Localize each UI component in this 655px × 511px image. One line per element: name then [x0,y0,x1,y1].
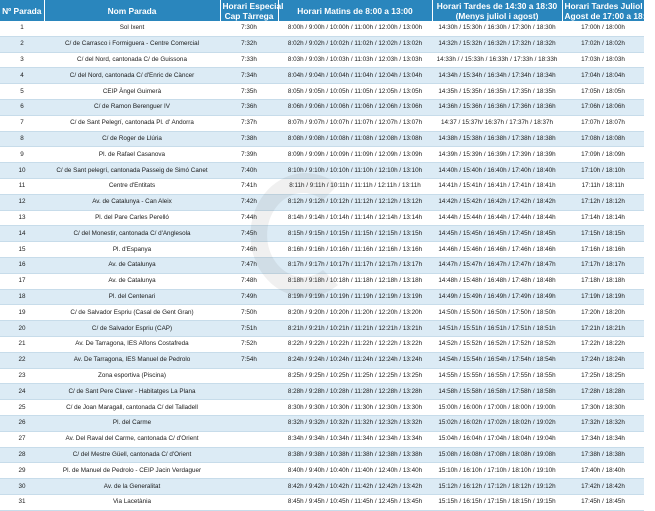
morning-times: 8:22h / 9:22h / 10:22h / 11:22h / 12:22h / 13:22h [278,336,432,352]
stop-name: Av. De Tarragona, IES Manuel de Pedrolo [44,352,220,368]
morning-times: 8:38h / 9:38h / 10:38h / 11:38h / 12:38h / 13:38h [278,447,432,463]
summer-times: 17:05h / 18:05h [562,84,644,100]
special-time [220,494,278,510]
table-row [0,305,644,321]
table-row [0,431,644,447]
morning-times: 8:19h / 9:19h / 10:19h / 11:19h / 12:19h / 13:19h [278,289,432,305]
morning-times: 8:40h / 9:40h / 10:40h / 11:40h / 12:40h / 13:40h [278,463,432,479]
afternoon-times: 14:40h / 15:40h / 16:40h / 17:40h / 18:40h [432,163,562,179]
special-time: 7:54h [220,352,278,368]
summer-times: 17:30h / 18:30h [562,400,644,416]
special-time: 7:51h [220,321,278,337]
afternoon-times: 14:36h / 15:36h / 16:36h / 17:36h / 18:36h [432,99,562,115]
afternoon-times: 14:42h / 15:42h / 16:42h / 17:42h / 18:42h [432,194,562,210]
stop-name: Via Lacetània [44,494,220,510]
special-time: 7:38h [220,131,278,147]
afternoon-times: 14:50h / 15:50h / 16:50h / 17:50h / 18:50h [432,305,562,321]
stop-name: CEIP Àngel Guimerà [44,84,220,100]
stop-number: 19 [0,305,44,321]
special-time: 7:41h [220,178,278,194]
table-row [0,336,644,352]
summer-times: 17:04h / 18:04h [562,68,644,84]
summer-times: 17:38h / 18:38h [562,447,644,463]
afternoon-times: 14:37 / 15:37h/ 16:37h / 17:37h / 18:37h [432,115,562,131]
table-row [0,321,644,337]
morning-times: 8:17h / 9:17h / 10:17h / 11:17h / 12:17h / 13:17h [278,257,432,273]
afternoon-times: 15:15h / 16:15h / 17:15h / 18:15h / 19:15h [432,494,562,510]
header-stop-number: Nº Parada [0,0,44,21]
stop-number: 12 [0,194,44,210]
stop-name: Av. Del Raval del Carme, cantonada C/ d'Orient [44,431,220,447]
special-time [220,479,278,495]
table-row [0,163,644,179]
stop-name: Pl. del Centenari [44,289,220,305]
table-row [0,447,644,463]
summer-times: 17:16h / 18:16h [562,242,644,258]
afternoon-times: 15:08h / 16:08h / 17:08h / 18:08h / 19:08h [432,447,562,463]
summer-times: 17:40h / 18:40h [562,463,644,479]
stop-number: 23 [0,368,44,384]
stop-number: 11 [0,178,44,194]
morning-times: 8:42h / 9:42h / 10:42h / 11:42h / 12:42h / 13:42h [278,479,432,495]
summer-times: 17:21h / 18:21h [562,321,644,337]
stop-number: 9 [0,147,44,163]
morning-times: 8:03h / 9:03h / 10:03h / 11:03h / 12:03h / 13:03h [278,52,432,68]
stop-number: 21 [0,336,44,352]
stop-number: 20 [0,321,44,337]
afternoon-times: 14:49h / 15:49h / 16:49h / 17:49h / 18:49h [432,289,562,305]
summer-times: 17:32h / 18:32h [562,415,644,431]
stop-number: 15 [0,242,44,258]
morning-times: 8:18h / 9:18h / 10:18h / 11:18h / 12:18h / 13:18h [278,273,432,289]
special-time: 7:34h [220,68,278,84]
special-time: 7:32h [220,36,278,52]
special-time [220,384,278,400]
special-time: 7:44h [220,210,278,226]
table-row [0,178,644,194]
table-row [0,415,644,431]
morning-times: 8:06h / 9:06h / 10:06h / 11:06h / 12:06h / 13:06h [278,99,432,115]
stop-name: Pl. de Rafael Casanova [44,147,220,163]
special-time [220,463,278,479]
table-row [0,257,644,273]
stop-name: Pl. del Carme [44,415,220,431]
table-row [0,68,644,84]
morning-times: 8:02h / 9:02h / 10:02h / 11:02h / 12:02h / 13:02h [278,36,432,52]
stop-number: 4 [0,68,44,84]
header-afternoon-schedule: Horari Tardes de 14:30 a 18:30 (Menys juliol i agost) [432,0,562,21]
summer-times: 17:08h / 18:08h [562,131,644,147]
special-time: 7:42h [220,194,278,210]
stop-number: 5 [0,84,44,100]
stop-name: C/ del Nord, cantonada C/ de Guissona [44,52,220,68]
table-row [0,494,644,510]
morning-times: 8:16h / 9:16h / 10:16h / 11:16h / 12:16h / 13:16h [278,242,432,258]
afternoon-times: 14:34h / 15:34h / 16:34h / 17:34h / 18:34h [432,68,562,84]
stop-number: 13 [0,210,44,226]
morning-times: 8:07h / 9:07h / 10:07h / 11:07h / 12:07h / 13:07h [278,115,432,131]
stop-number: 22 [0,352,44,368]
special-time [220,447,278,463]
table-row [0,21,644,36]
afternoon-times: 14:44h / 15:44h / 16:44h / 17:44h / 18:44h [432,210,562,226]
stop-number: 8 [0,131,44,147]
stop-name: C/ de Salvador Espriu (CAP) [44,321,220,337]
summer-times: 17:24h / 18:24h [562,352,644,368]
morning-times: 8:21h / 9:21h / 10:21h / 11:21h / 12:21h / 13:21h [278,321,432,337]
summer-times: 17:02h / 18:02h [562,36,644,52]
table-row [0,384,644,400]
morning-times: 8:12h / 9:12h / 10:12h / 11:12h / 12:12h / 13:12h [278,194,432,210]
table-row [0,52,644,68]
table-row [0,210,644,226]
afternoon-times: 14:33h / / 15:33h / 16:33h / 17:33h / 18:33h [432,52,562,68]
header-special-schedule: Horari Especial Cap Tàrrega [220,0,278,21]
stop-number: 16 [0,257,44,273]
table-row [0,368,644,384]
summer-times: 17:18h / 18:18h [562,273,644,289]
stop-name: C/ de Salvador Espriu (Casal de Gent Gran) [44,305,220,321]
table-body [0,21,644,510]
morning-times: 8:09h / 9:09h / 10:09h / 11:09h / 12:09h / 13:09h [278,147,432,163]
afternoon-times: 14:52h / 15:52h / 16:52h / 17:52h / 18:52h [432,336,562,352]
stop-number: 25 [0,400,44,416]
stop-name: Av. De Tarragona, IES Alfons Costafreda [44,336,220,352]
table-row [0,289,644,305]
afternoon-times: 14:45h / 15:45h / 16:45h / 17:45h / 18:45h [432,226,562,242]
morning-times: 8:30h / 9:30h / 10:30h / 11:30h / 12:30h / 13:30h [278,400,432,416]
stop-number: 26 [0,415,44,431]
summer-times: 17:19h / 18:19h [562,289,644,305]
special-time [220,368,278,384]
morning-times: 8:24h / 9:24h / 10:24h / 11:24h / 12:24h / 13:24h [278,352,432,368]
header-morning-schedule: Horari Matins de 8:00 a 13:00 [278,0,432,21]
summer-times: 17:00h / 18:00h [562,21,644,36]
summer-times: 17:03h / 18:03h [562,52,644,68]
special-time: 7:49h [220,289,278,305]
table-header [0,0,655,21]
stop-number: 7 [0,115,44,131]
afternoon-times: 14:30h / 15:30h / 16:30h / 17:30h / 18:30h [432,21,562,36]
afternoon-times: 14:47h / 15:47h / 16:47h / 17:47h / 18:47h [432,257,562,273]
afternoon-times: 15:12h / 16:12h / 17:12h / 18:12h / 19:12h [432,479,562,495]
table-row [0,99,644,115]
stop-name: Sol Ixent [44,21,220,36]
stop-number: 24 [0,384,44,400]
afternoon-times: 14:41h / 15:41h / 16:41h / 17:41h / 18:41h [432,178,562,194]
special-time: 7:30h [220,21,278,36]
summer-times: 17:20h / 18:20h [562,305,644,321]
morning-times: 8:32h / 9:32h / 10:32h / 11:32h / 12:32h / 13:32h [278,415,432,431]
stop-name: C/ de Sant Pelegrí, cantonada Pl. d' Andorra [44,115,220,131]
summer-times: 17:34h / 18:34h [562,431,644,447]
table-row [0,115,644,131]
special-time: 7:46h [220,242,278,258]
special-time: 7:36h [220,99,278,115]
header-stop-name: Nom Parada [44,0,220,21]
morning-times: 8:10h / 9:10h / 10:10h / 11:10h / 12:10h / 13:10h [278,163,432,179]
stop-number: 31 [0,494,44,510]
afternoon-times: 14:32h / 15:32h / 16:32h / 17:32h / 18:32h [432,36,562,52]
morning-times: 8:11h / 9:11h / 10:11h / 11:11h / 12:11h / 13:11h [278,178,432,194]
stop-number: 3 [0,52,44,68]
stop-number: 28 [0,447,44,463]
summer-times: 17:25h / 18:25h [562,368,644,384]
stop-name: Centre d'Entitats [44,178,220,194]
special-time: 7:47h [220,257,278,273]
morning-times: 8:15h / 9:15h / 10:15h / 11:15h / 12:15h / 13:15h [278,226,432,242]
afternoon-times: 15:10h / 16:10h / 17:10h / 18:10h / 19:10h [432,463,562,479]
special-time: 7:40h [220,163,278,179]
stop-number: 10 [0,163,44,179]
stop-name: C/ del Mestre Güell, cantonada C/ d'Orient [44,447,220,463]
header-summer-schedule: Horari Tardes Juliol i Agost de 17:00 a 18:00 [562,0,644,21]
table-row [0,242,644,258]
special-time: 7:33h [220,52,278,68]
morning-times: 8:45h / 9:45h / 10:45h / 11:45h / 12:45h / 13:45h [278,494,432,510]
summer-times: 17:14h / 18:14h [562,210,644,226]
special-time: 7:50h [220,305,278,321]
afternoon-times: 14:35h / 15:35h / 16:35h / 17:35h / 18:35h [432,84,562,100]
afternoon-times: 14:51h / 15:51h / 16:51h / 17:51h / 18:51h [432,321,562,337]
morning-times: 8:28h / 9:28h / 10:28h / 11:28h / 12:28h / 13:28h [278,384,432,400]
stop-name: C/ de Joan Maragall, cantonada C/ del Talladell [44,400,220,416]
stop-name: C/ de Roger de Llúria [44,131,220,147]
morning-times: 8:25h / 9:25h / 10:25h / 11:25h / 12:25h / 13:25h [278,368,432,384]
afternoon-times: 14:39h / 15:39h / 16:39h / 17:39h / 18:39h [432,147,562,163]
special-time: 7:35h [220,84,278,100]
stop-name: Av. de Catalunya - Can Aleix [44,194,220,210]
stop-name: Pl. del Pare Carles Perelló [44,210,220,226]
table-row [0,352,644,368]
summer-times: 17:12h / 18:12h [562,194,644,210]
morning-times: 8:08h / 9:08h / 10:08h / 11:08h / 12:08h / 13:08h [278,131,432,147]
stop-number: 30 [0,479,44,495]
special-time: 7:52h [220,336,278,352]
stop-name: Zona esportiva (Piscina) [44,368,220,384]
stop-name: Av. de Catalunya [44,257,220,273]
table-row [0,226,644,242]
afternoon-times: 14:48h / 15:48h / 16:48h / 17:48h / 18:48h [432,273,562,289]
morning-times: 8:00h / 9:00h / 10:00h / 11:00h / 12:00h / 13:00h [278,21,432,36]
special-time [220,415,278,431]
morning-times: 8:04h / 9:04h / 10:04h / 11:04h / 12:04h / 13:04h [278,68,432,84]
stop-name: C/ de Carrasco i Formiguera - Centre Comercial [44,36,220,52]
stop-number: 17 [0,273,44,289]
afternoon-times: 14:38h / 15:38h / 16:38h / 17:38h / 18:38h [432,131,562,147]
table-row [0,479,644,495]
special-time [220,431,278,447]
summer-times: 17:45h / 18:45h [562,494,644,510]
summer-times: 17:11h / 18:11h [562,178,644,194]
table-row [0,400,644,416]
afternoon-times: 14:55h / 15:55h / 16:55h / 17:55h / 18:55h [432,368,562,384]
stop-name: C/ del Monestir, cantonada C/ d'Anglesola [44,226,220,242]
stop-number: 6 [0,99,44,115]
stop-number: 14 [0,226,44,242]
morning-times: 8:20h / 9:20h / 10:20h / 11:20h / 12:20h / 13:20h [278,305,432,321]
table-row [0,463,644,479]
stop-name: Av. de la Generalitat [44,479,220,495]
stop-number: 1 [0,21,44,36]
table-row [0,84,644,100]
summer-times: 17:07h / 18:07h [562,115,644,131]
table-row [0,147,644,163]
stop-number: 18 [0,289,44,305]
table-row [0,273,644,289]
summer-times: 17:42h / 18:42h [562,479,644,495]
summer-times: 17:10h / 18:10h [562,163,644,179]
special-time [220,400,278,416]
stop-number: 27 [0,431,44,447]
summer-times: 17:28h / 18:28h [562,384,644,400]
special-time: 7:37h [220,115,278,131]
afternoon-times: 15:00h / 16:00h / 17:00h / 18:00h / 19:00h [432,400,562,416]
special-time: 7:39h [220,147,278,163]
summer-times: 17:17h / 18:17h [562,257,644,273]
morning-times: 8:34h / 9:34h / 10:34h / 11:34h / 12:34h / 13:34h [278,431,432,447]
stop-name: C/ del Nord, cantonada C/ d'Enric de Càncer [44,68,220,84]
table-row [0,194,644,210]
stop-name: C/ de Sant pelegrí, cantonada Passeig de Simó Canet [44,163,220,179]
stop-name: Av. de Catalunya [44,273,220,289]
afternoon-times: 15:02h / 16:02h / 17:02h / 18:02h / 19:02h [432,415,562,431]
summer-times: 17:15h / 18:15h [562,226,644,242]
stop-number: 29 [0,463,44,479]
table-row [0,131,644,147]
afternoon-times: 14:46h / 15:46h / 16:46h / 17:46h / 18:46h [432,242,562,258]
stop-name: Pl. d'Espanya [44,242,220,258]
afternoon-times: 14:58h / 15:58h / 16:58h / 17:58h / 18:58h [432,384,562,400]
morning-times: 8:05h / 9:05h / 10:05h / 11:05h / 12:05h / 13:05h [278,84,432,100]
special-time: 7:48h [220,273,278,289]
stop-name: C/ de Ramon Berenguer IV [44,99,220,115]
summer-times: 17:22h / 18:22h [562,336,644,352]
afternoon-times: 15:04h / 16:04h / 17:04h / 18:04h / 19:04h [432,431,562,447]
stop-name: C/ de Sant Pere Claver - Habitatges La Plana [44,384,220,400]
summer-times: 17:06h / 18:06h [562,99,644,115]
special-time: 7:45h [220,226,278,242]
morning-times: 8:14h / 9:14h / 10:14h / 11:14h / 12:14h / 13:14h [278,210,432,226]
afternoon-times: 14:54h / 15:54h / 16:54h / 17:54h / 18:54h [432,352,562,368]
summer-times: 17:09h / 18:09h [562,147,644,163]
stop-name: Pl. de Manuel de Pedrolo - CEIP Jacin Verdaguer [44,463,220,479]
stop-number: 2 [0,36,44,52]
table-row [0,36,644,52]
